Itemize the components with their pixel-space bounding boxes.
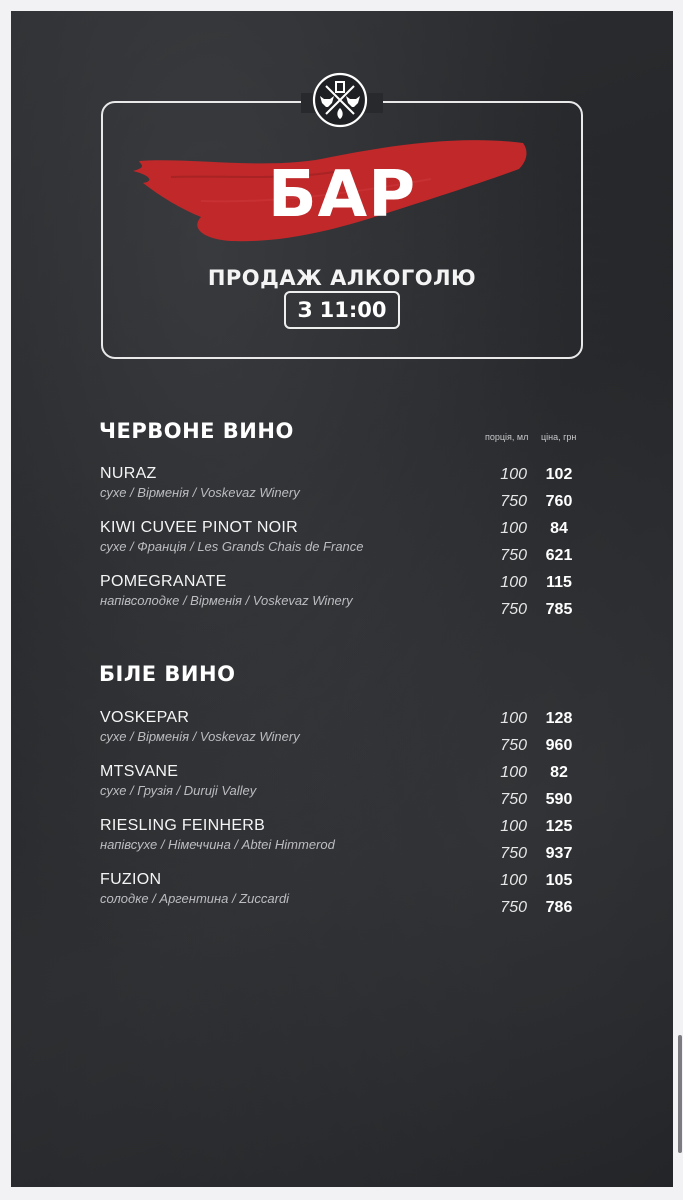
price-value: 102 — [545, 466, 573, 483]
portion-value: 100 — [500, 574, 527, 591]
page-subtitle: ПРОДАЖ АЛКОГОЛЮ — [207, 266, 477, 290]
price-value: 621 — [545, 547, 573, 564]
column-header-price: ціна, грн — [541, 432, 577, 442]
wine-description: сухе / Грузія / Duruji Valley — [100, 783, 257, 798]
wine-name: POMEGRANATE — [100, 573, 227, 590]
wine-name: MTSVANE — [100, 763, 179, 780]
portion-value: 100 — [500, 818, 527, 835]
wine-name: KIWI CUVEE PINOT NOIR — [100, 519, 299, 536]
portion-value: 100 — [500, 710, 527, 727]
portion-value: 750 — [500, 493, 527, 510]
wine-description: сухе / Франція / Les Grands Chais de France — [100, 539, 364, 554]
wine-description: сухе / Вірменія / Voskevaz Winery — [100, 485, 300, 500]
price-value: 785 — [545, 601, 573, 618]
portion-value: 750 — [500, 547, 527, 564]
wine-description: солодке / Аргентина / Zuccardi — [100, 891, 290, 906]
price-value: 115 — [546, 574, 572, 591]
price-value: 590 — [545, 791, 573, 808]
section-title-red-wine: ЧЕРВОНЕ ВИНО — [99, 419, 294, 443]
portion-value: 750 — [500, 899, 527, 916]
section-title-white-wine: БІЛЕ ВИНО — [99, 662, 236, 686]
price-value: 125 — [545, 818, 573, 835]
price-value: 760 — [545, 493, 573, 510]
portion-value: 750 — [500, 737, 527, 754]
price-value: 82 — [550, 764, 568, 781]
wine-name: RIESLING FEINHERB — [100, 817, 266, 834]
price-value: 128 — [545, 710, 573, 727]
wine-name: NURAZ — [100, 465, 157, 482]
wine-description: напівсолодке / Вірменія / Voskevaz Winery — [100, 593, 353, 608]
portion-value: 100 — [500, 466, 527, 483]
price-value: 105 — [545, 872, 573, 889]
portion-value: 750 — [500, 601, 527, 618]
restaurant-emblem-icon — [312, 72, 368, 128]
wine-name: VOSKEPAR — [100, 709, 190, 726]
portion-value: 100 — [500, 520, 527, 537]
page-title: БАР — [267, 158, 417, 232]
portion-value: 750 — [500, 845, 527, 862]
price-value: 960 — [545, 737, 573, 754]
price-value: 937 — [545, 845, 573, 862]
portion-value: 100 — [500, 764, 527, 781]
wine-description: сухе / Вірменія / Voskevaz Winery — [100, 729, 300, 744]
wine-description: напівсухе / Німеччина / Abtei Himmerod — [100, 837, 335, 852]
menu-board — [11, 11, 673, 1187]
column-header-portion: порція, мл — [485, 432, 529, 442]
portion-value: 750 — [500, 791, 527, 808]
portion-value: 100 — [500, 872, 527, 889]
price-value: 84 — [550, 520, 568, 537]
wine-name: FUZION — [100, 871, 162, 888]
scrollbar[interactable] — [678, 1035, 682, 1153]
sales-time-badge: З 11:00 — [284, 291, 400, 329]
price-value: 786 — [545, 899, 573, 916]
